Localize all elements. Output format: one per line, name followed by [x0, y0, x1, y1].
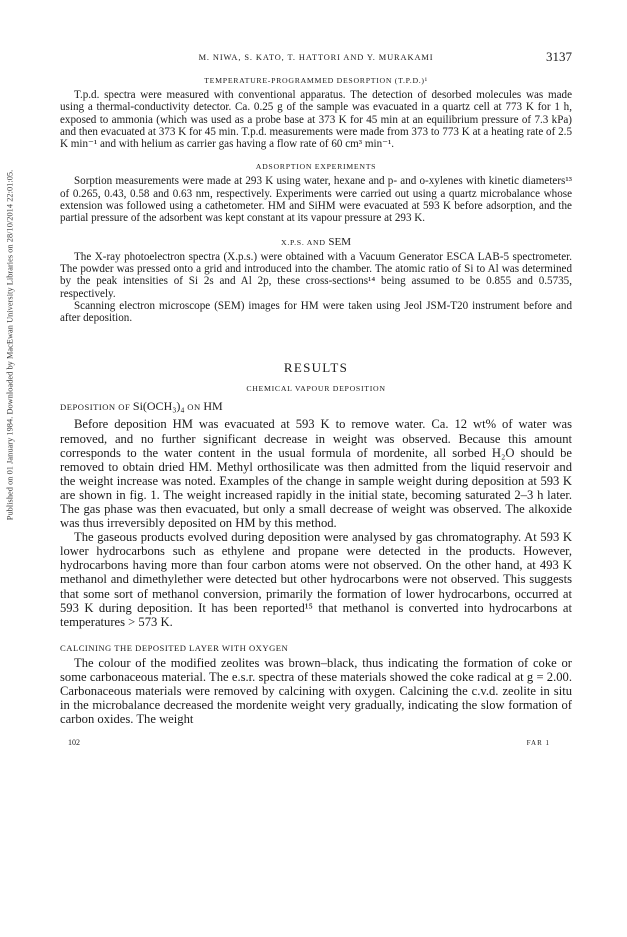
- download-notice: [3, 110, 17, 580]
- xps-heading-sc: X.P.S. AND: [281, 237, 329, 247]
- results-heading: RESULTS: [283, 360, 349, 376]
- footer-page-number: 102: [68, 738, 80, 748]
- tpd-heading: TEMPERATURE-PROGRAMMED DESORPTION (T.P.D.)¹: [204, 76, 428, 85]
- calcining-heading: CALCINING THE DEPOSITED LAYER WITH OXYGEN: [60, 642, 289, 653]
- download-notice-text: Published on 01 January 1984. Downloaded by MacEwan University Libraries on 28/10/2014 22:01:05.: [5, 169, 15, 521]
- deposition-heading-d: HM: [203, 399, 223, 414]
- page-content: [60, 50, 572, 750]
- calcining-paragraph: The colour of the modified zeolites was brown–black, thus indicating the formation of coke or some carbonaceous material. The e.s.r. spectra of these materials showed the coke radical at g = 2.00. Carbonaceous materials were removed by calcining with oxygen. Calcining the c.v.d. zeolite in situ in the microbalance decreased the mordenite weight very gradually, indicating the slow formation of carbon oxides. The weight: [60, 655, 572, 727]
- deposition-paragraph-2: The gaseous products evolved during deposition were analysed by gas chromatography. At 593 K lower hydrocarbons such as ethylene and propane were detected in the products. However, hydrocarbons having more than four carbon atoms were not observed. On the other hand, at 493 K methanol and dimethylether were detected but other hydrocarbons were not observed. This suggests that some sort of methanol conversion, primarily the formation of lower hydrocarbons, occurred at 593 K during deposition. It has been reported¹⁵ that methanol is converted into hydrocarbons at temperatures > 573 K.: [60, 530, 572, 629]
- header-authors: M. NIWA, S. KATO, T. HATTORI AND Y. MURAKAMI: [198, 53, 434, 62]
- deposition-heading-a: DEPOSITION OF: [60, 402, 133, 413]
- xps-heading: [60, 236, 572, 248]
- deposition-heading: [60, 399, 572, 414]
- deposition-paragraph-1: Before deposition HM was evacuated at 593 K to remove water. Ca. 12 wt% of water was removed, and no further significant decrease in weight was observed. Because this amount corresponds to the water content in the usual formula of mordenite, all sorbed H₂O should be removed to obtain dried HM. Methyl orthosilicate was then admitted from the liquid reservoir and the weight increase was noted. Examples of the change in sample weight during deposition at 593 K are shown in fig. 1. The weight increased rapidly in the initial state, becoming saturated 2–3 h later. The gas phase was then evacuated, but only a small decrease of weight was observed. The alkoxide was thus irreversibly deposited on HM by this method.: [60, 417, 572, 531]
- page-number: 3137: [546, 49, 572, 64]
- deposition-heading-b: Si(OCH₃)₄: [132, 399, 185, 414]
- xps-paragraph-2: Scanning electron microscope (SEM) images for HM were taken using Jeol JSM-T20 instrument before and after deposition.: [60, 299, 572, 325]
- running-header: [60, 50, 572, 66]
- adsorption-paragraph: Sorption measurements were made at 293 K using water, hexane and p- and o-xylenes with kinetic diameters¹³ of 0.265, 0.43, 0.58 and 0.63 nm, respectively. Experiments were carried out using a quartz microbalance whose extension was followed using a cathetometer. HM and SiHM were evacuated at 593 K before adsorption, and the partial pressure of the adsorbent was kept constant at its vapour pressure at 293 K.: [60, 175, 572, 225]
- page-footer: [60, 736, 572, 750]
- xps-paragraph-1: The X-ray photoelectron spectra (X.p.s.) were obtained with a Vacuum Generator ESCA LAB-5 spectrometer. The powder was pressed onto a grid and introduced into the chamber. The atomic ratio of Si to Al was determined by the peak intensities of Si 2s and Al 2p, these cross-sections¹⁴ being assumed to be 0.855 and 0.5735, respectively.: [60, 250, 572, 300]
- cvd-heading: CHEMICAL VAPOUR DEPOSITION: [246, 384, 386, 394]
- deposition-heading-c: ON: [184, 402, 204, 413]
- tpd-paragraph: T.p.d. spectra were measured with conventional apparatus. The detection of desorbed molecules was made using a thermal-conductivity detector. Ca. 0.25 g of the sample was evacuated in a quartz cell at 773 K for 1 h, exposed to ammonia (which was used as a probe base at 373 K for 45 min at an equilibrium pressure of 7.3 kPa) and then evacuated at 373 K for 45 min. T.p.d. measurements were made from 373 to 773 K at a heating rate of 2.5 K min⁻¹ and with helium as carrier gas having a flow rate of 60 cm³ min⁻¹.: [60, 89, 572, 151]
- xps-heading-sem: SEM: [328, 235, 351, 248]
- footer-journal-code: FAR 1: [526, 739, 550, 748]
- adsorption-heading: ADSORPTION EXPERIMENTS: [255, 162, 377, 172]
